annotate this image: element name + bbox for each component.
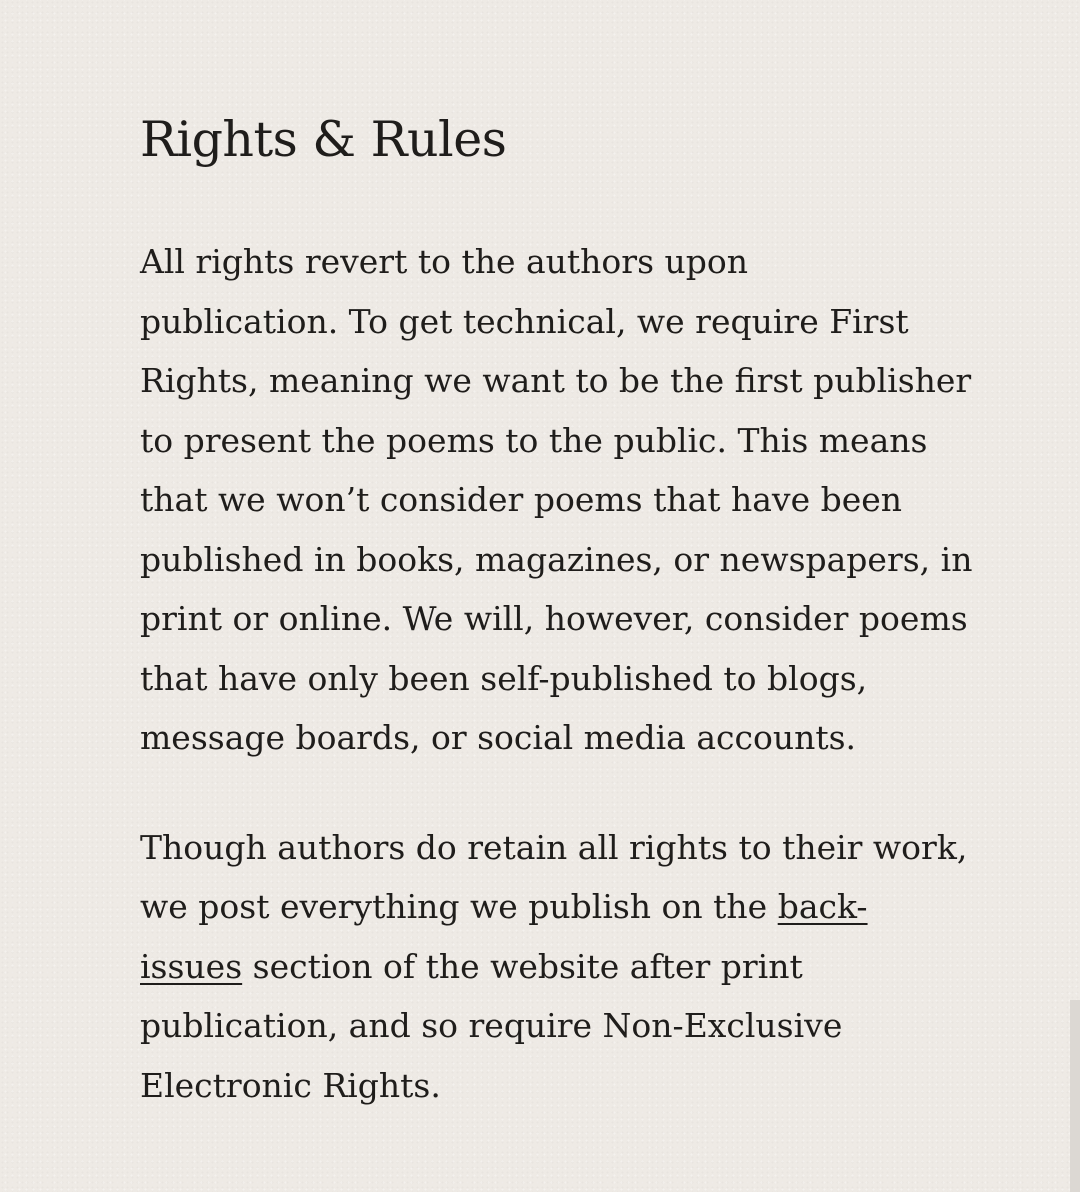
rights-rules-section xyxy=(140,104,973,1115)
electronic-rights-paragraph xyxy=(140,818,968,1116)
back-issues-link[interactable]: issues xyxy=(140,946,243,986)
paragraph-line: publication. To get technical, we require First xyxy=(140,301,909,341)
paragraph-line: All rights revert to the authors upon xyxy=(140,242,748,281)
paragraph-line: Though authors do retain all rights to their work, xyxy=(140,827,968,867)
paragraph-line: that have only been self-published to blogs, xyxy=(140,658,868,698)
paragraph-line: Electronic Rights. xyxy=(140,1065,441,1105)
back-issues-link[interactable]: back- xyxy=(777,887,868,926)
paragraph-text: section of the website after print xyxy=(242,946,803,986)
paragraph-line: that we won’t consider poems that have been xyxy=(140,480,903,519)
rights-paragraph xyxy=(140,232,973,768)
paragraph-line: print or online. We will, however, consider poems xyxy=(140,599,968,638)
paragraph-line: message boards, or social media accounts. xyxy=(140,718,857,757)
paragraph-line xyxy=(140,937,940,997)
section-title: Rights & Rules xyxy=(140,111,507,168)
paragraph-text: we post everything we publish on the xyxy=(140,887,778,926)
paragraph-line: published in books, magazines, or newspapers, in xyxy=(140,539,973,579)
paragraph-line: Rights, meaning we want to be the first publisher xyxy=(140,361,972,400)
paragraph-line: to present the poems to the public. This means xyxy=(140,420,928,460)
paragraph-line xyxy=(140,877,940,937)
paragraph-line: publication, and so require Non-Exclusive xyxy=(140,1006,843,1045)
page-scrollbar[interactable] xyxy=(1070,1000,1080,1192)
